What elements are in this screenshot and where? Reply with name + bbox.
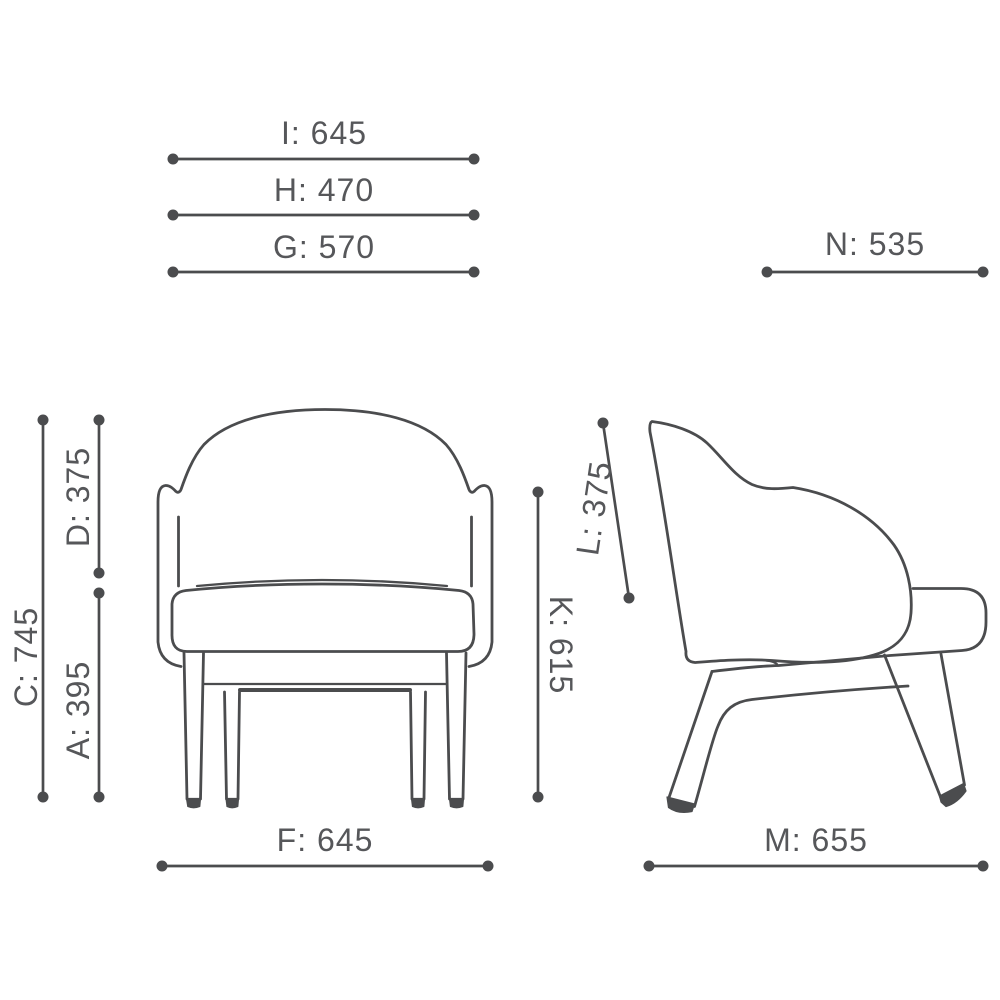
dimension-label-C: C: 745 [8, 606, 44, 708]
dimension-line-M [644, 861, 989, 872]
front-left-outer-foot [187, 799, 201, 808]
dimension-label-I: I: 645 [280, 115, 368, 151]
front-outer-shell [158, 410, 492, 667]
side-rear-leg [885, 654, 967, 807]
dimension-label-F: F: 645 [276, 822, 374, 858]
side-shell-outline [650, 422, 912, 663]
side-underframe-swoosh [695, 686, 909, 807]
front-right-inner-foot [412, 799, 425, 808]
side-front-foot [667, 797, 695, 812]
dimension-label-H: H: 470 [273, 172, 375, 208]
front-right-outer-leg [447, 653, 467, 808]
front-left-inner-foot [226, 799, 239, 808]
dimension-line-N [762, 267, 989, 278]
side-front-leg [667, 672, 908, 813]
dimension-label-A: A: 395 [60, 660, 96, 760]
front-left-outer-leg [184, 653, 204, 808]
front-right-inner-leg [411, 692, 426, 808]
dimension-line-I [168, 154, 480, 165]
dimension-line-H [168, 210, 480, 221]
dimension-label-N: N: 535 [824, 226, 926, 262]
chair-front-view [158, 410, 492, 808]
front-left-inner-leg [225, 692, 240, 808]
dimension-label-G: G: 570 [272, 229, 376, 265]
dimension-line-F [157, 861, 494, 872]
front-right-outer-foot [450, 799, 464, 808]
dimension-label-D: D: 375 [60, 446, 96, 548]
dimension-label-L: L: 375 [569, 458, 619, 558]
dimension-label-K: K: 615 [543, 595, 579, 695]
dimension-line-G [168, 267, 480, 278]
side-rear-foot [940, 784, 967, 807]
chair-side-view [650, 422, 986, 813]
dimension-line-K [533, 487, 544, 803]
front-seat-cushion [172, 584, 474, 652]
dimension-label-M: M: 655 [764, 822, 868, 858]
